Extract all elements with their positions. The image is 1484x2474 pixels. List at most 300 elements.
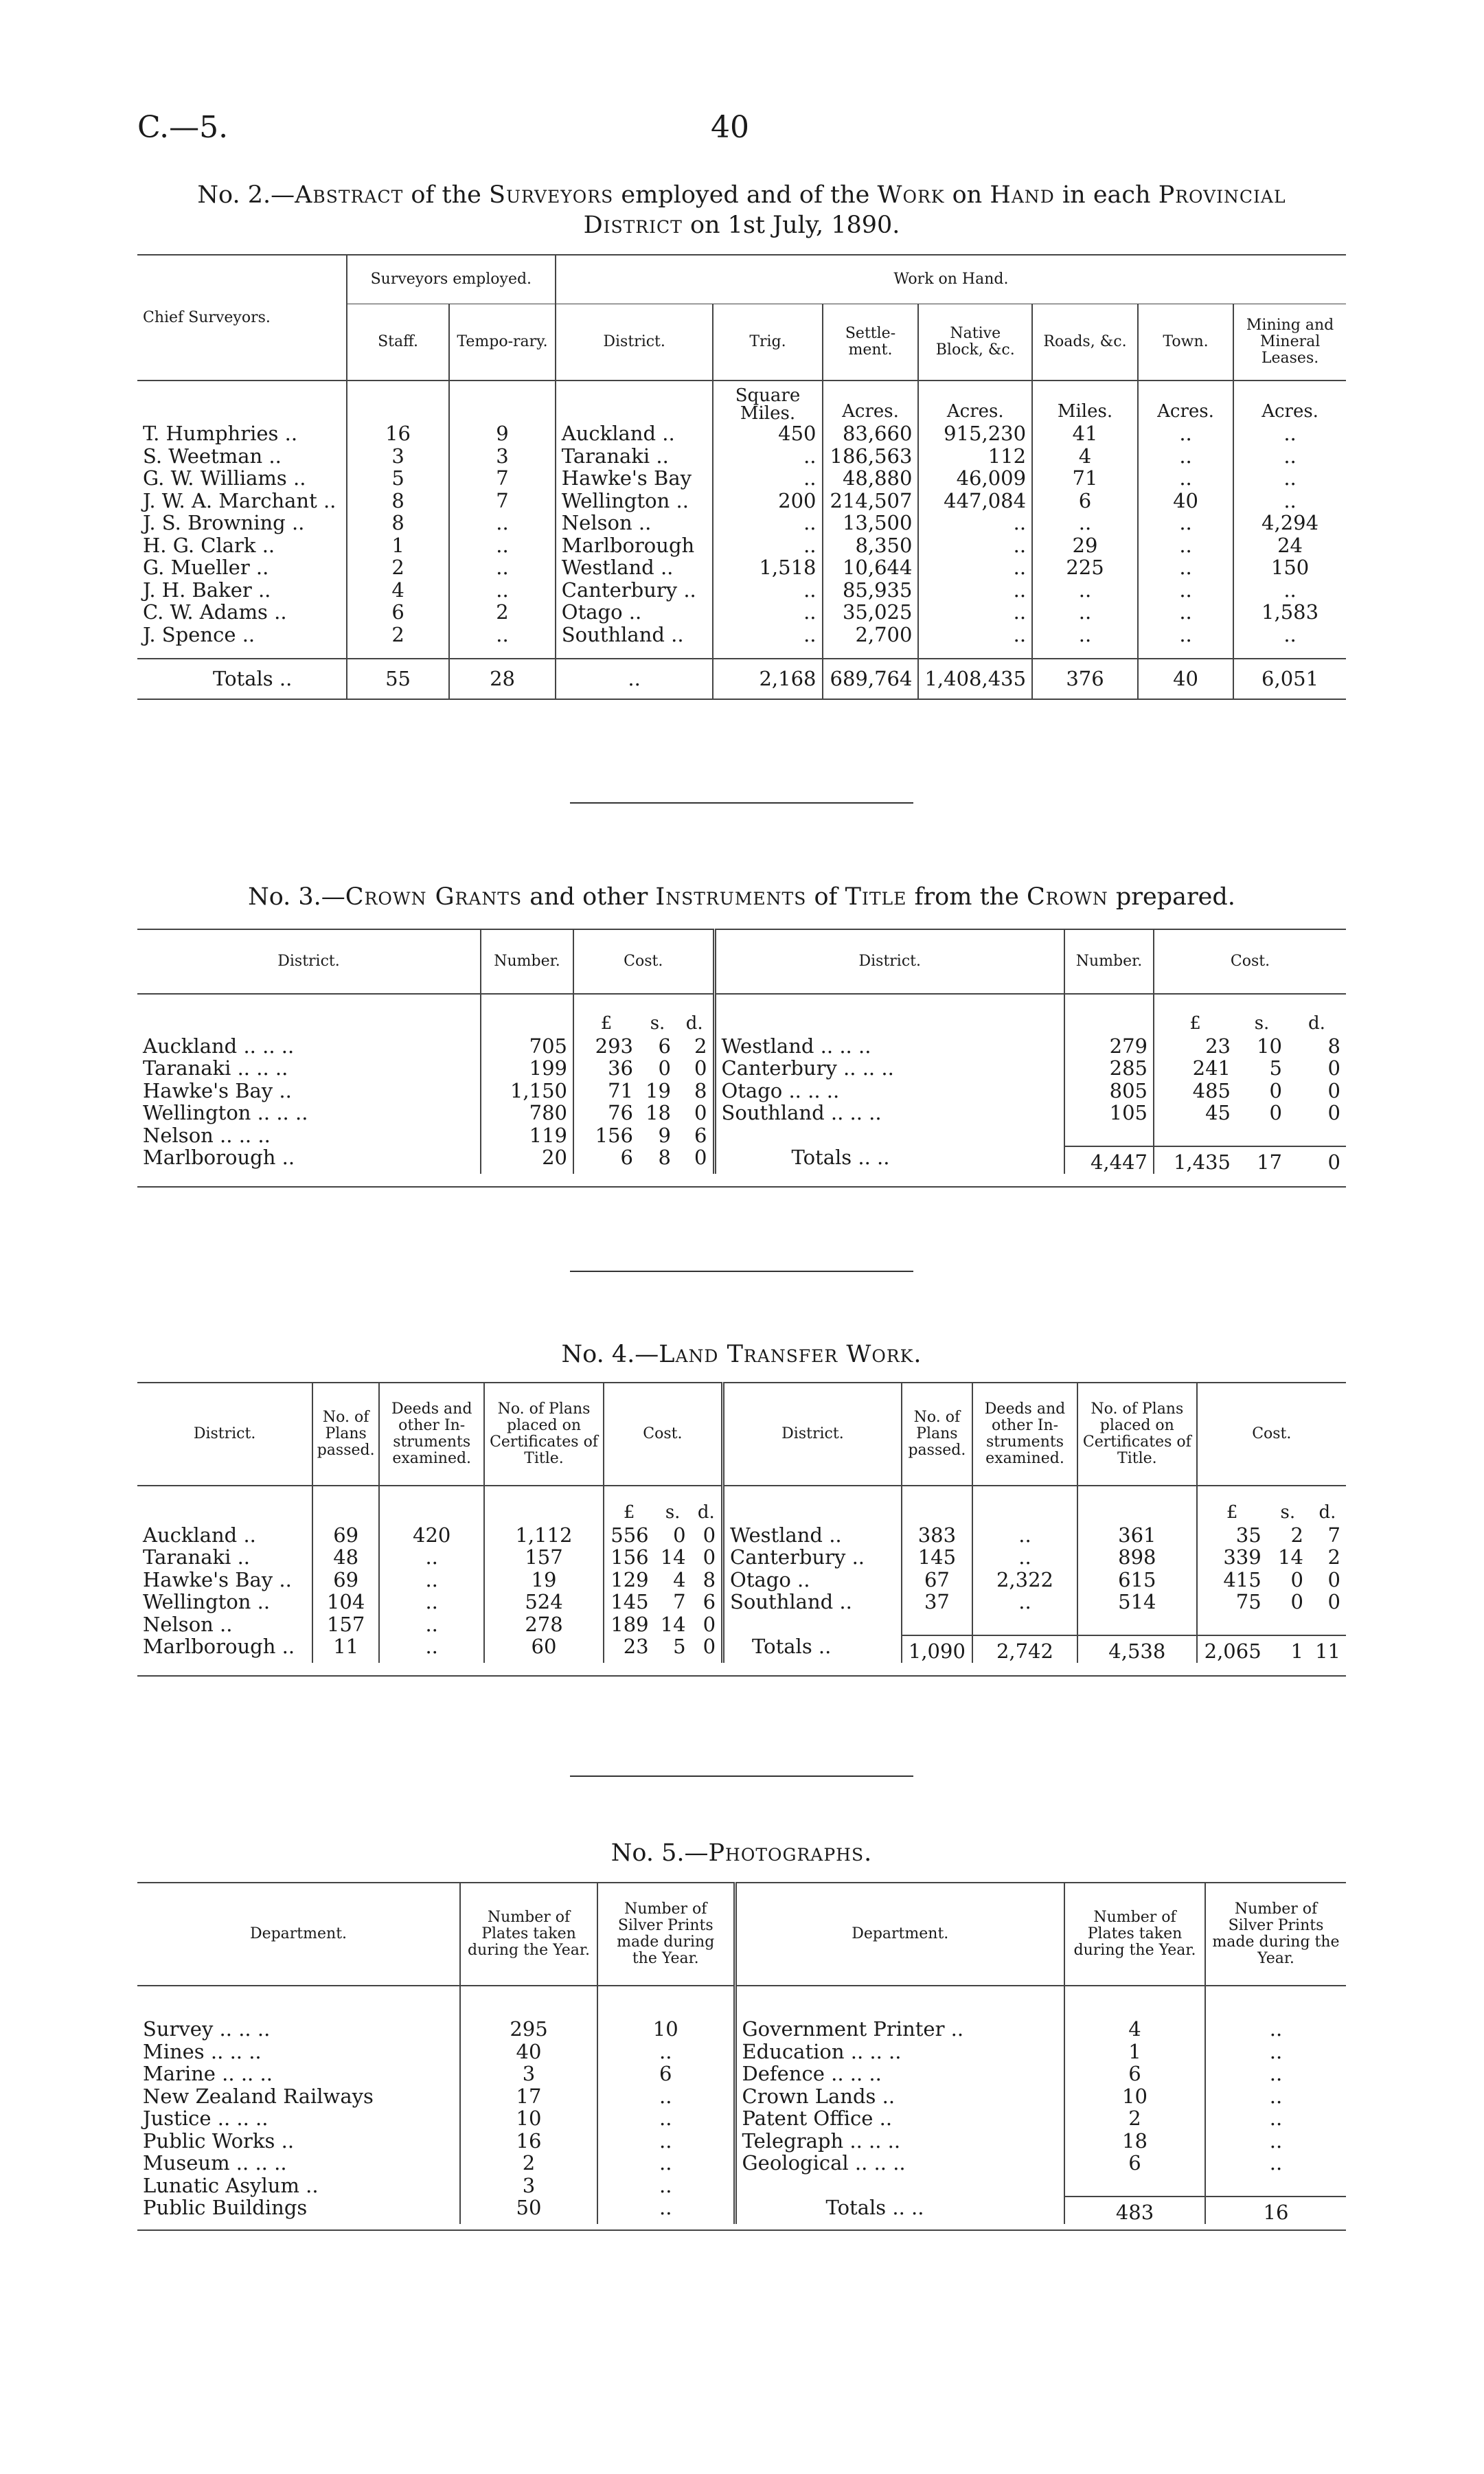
table-row xyxy=(137,534,1346,557)
plans-certificates-cell: 514 xyxy=(1077,1591,1197,1613)
cost-pence-cell: 8 xyxy=(1327,1034,1340,1058)
col-roads: Roads, &c. xyxy=(1032,304,1138,381)
district-cell: Marlborough .. xyxy=(143,1635,295,1658)
cost-pounds-cell: 23 xyxy=(604,1635,654,1663)
cost-pounds-cell: 339 xyxy=(1197,1546,1267,1569)
col-native-block: Native Block, &c. xyxy=(918,304,1032,381)
roads-cell: .. xyxy=(1032,601,1138,624)
cost-pence-cell: 0 xyxy=(703,1612,716,1636)
mining-cell: 150 xyxy=(1233,556,1346,579)
unit-town: Acres. xyxy=(1138,381,1233,422)
table-row xyxy=(137,2130,1346,2153)
silver-prints-cell: .. xyxy=(597,2130,735,2153)
surveyors-abstract-table xyxy=(137,254,1346,700)
temporary-cell: .. xyxy=(449,624,556,646)
chief-surveyor-cell: G. Mueller .. xyxy=(143,556,269,579)
district-cell: Hawke's Bay .. xyxy=(143,1567,292,1591)
department-cell: Public Buildings xyxy=(143,2196,308,2219)
silver-prints-cell: .. xyxy=(597,2085,735,2108)
deeds-examined-cell: .. xyxy=(379,1613,484,1636)
settlement-cell: 85,935 xyxy=(823,579,919,602)
cost-pence-cell: 7 xyxy=(1327,1523,1340,1547)
staff-cell: 2 xyxy=(347,556,449,579)
deeds-examined-cell: .. xyxy=(972,1524,1077,1547)
plans-certificates-cell: 278 xyxy=(484,1613,604,1636)
cost-shillings-cell: 0 xyxy=(658,1056,671,1080)
plans-passed-cell: 383 xyxy=(902,1524,972,1547)
plans-passed-cell: 37 xyxy=(902,1591,972,1613)
plans-certificates-cell: 361 xyxy=(1077,1524,1197,1547)
settlement-cell: 186,563 xyxy=(823,445,919,468)
table-row xyxy=(137,1569,1346,1591)
col-number: Number. xyxy=(1064,929,1154,994)
settlement-cell: 214,507 xyxy=(823,490,919,512)
col-plans-passed: No. of Plans passed. xyxy=(902,1383,972,1486)
col-district: District. xyxy=(193,1425,256,1442)
plates-taken-cell: 1 xyxy=(1064,2041,1205,2063)
number-cell: 1,150 xyxy=(481,1080,573,1102)
silver-prints-cell: .. xyxy=(597,2107,735,2130)
number-cell: 20 xyxy=(481,1146,573,1174)
cost-pounds-cell: 485 xyxy=(1154,1080,1236,1102)
cost-pounds-cell: 71 xyxy=(573,1080,639,1102)
plans-certificates-cell: 898 xyxy=(1077,1546,1197,1569)
department-cell: Government Printer .. xyxy=(735,2018,1064,2041)
district-cell: Wellington .. xyxy=(143,1590,271,1613)
deeds-examined-cell: .. xyxy=(972,1546,1077,1569)
sec4-rows xyxy=(137,1524,1346,1663)
table-row xyxy=(137,1591,1346,1613)
plans-passed-cell: 69 xyxy=(312,1569,379,1591)
cost-shillings-cell: 0 xyxy=(1290,1590,1303,1613)
unit-mining: Acres. xyxy=(1233,381,1346,422)
district-cell: Hawke's Bay .. xyxy=(143,1078,292,1102)
table-row xyxy=(137,2085,1346,2108)
cost-pence-cell: 2 xyxy=(694,1034,707,1058)
cost-pence-cell: 0 xyxy=(1327,1101,1340,1124)
cost-pounds-cell: 45 xyxy=(1154,1102,1236,1124)
plans-certificates-cell: 60 xyxy=(484,1635,604,1663)
town-cell: .. xyxy=(1138,422,1233,445)
totals-cost-shillings-cell: 17 xyxy=(1236,1146,1288,1174)
section-divider xyxy=(570,802,913,804)
department-cell: Mines .. .. .. xyxy=(143,2039,262,2063)
col-mining: Mining and Mineral Leases. xyxy=(1233,304,1346,381)
spacer-cell xyxy=(1138,646,1233,659)
department-cell: Patent Office .. xyxy=(735,2107,1064,2130)
department-cell: Geological .. .. .. xyxy=(735,2152,1064,2175)
town-cell: .. xyxy=(1138,624,1233,646)
plans-passed-cell: 157 xyxy=(312,1613,379,1636)
department-cell: Crown Lands .. xyxy=(735,2085,1064,2108)
cost-pounds-cell: 241 xyxy=(1154,1057,1236,1080)
town-cell: .. xyxy=(1138,467,1233,490)
deeds-examined-cell: 2,322 xyxy=(972,1569,1077,1591)
unit-roads: Miles. xyxy=(1032,381,1138,422)
unit-native: Acres. xyxy=(918,381,1032,422)
district-cell: Auckland .. .. .. xyxy=(143,1034,295,1058)
chief-surveyor-cell: C. W. Adams .. xyxy=(143,600,287,624)
district-cell: Nelson .. .. .. xyxy=(143,1123,271,1147)
cost-shillings-cell: 0 xyxy=(1290,1567,1303,1591)
spacer-cell xyxy=(1032,646,1138,659)
cost-pounds-cell: 145 xyxy=(604,1591,654,1613)
chief-surveyor-cell: J. Spence .. xyxy=(143,622,255,646)
trig-cell: .. xyxy=(713,534,822,557)
roads-cell: 71 xyxy=(1032,467,1138,490)
plans-passed-cell: 145 xyxy=(902,1546,972,1569)
district-cell: Southland .. xyxy=(723,1591,902,1613)
table-row xyxy=(137,646,1346,659)
cost-pence-cell: 0 xyxy=(703,1635,716,1658)
silver-prints-cell: .. xyxy=(597,2152,735,2175)
silver-prints-cell: .. xyxy=(1205,2152,1346,2175)
department-cell: Public Works .. xyxy=(143,2129,295,2153)
col-plates-taken: Number of Plates taken during the Year. xyxy=(460,1883,597,1986)
plans-certificates-cell: 524 xyxy=(484,1591,604,1613)
cost-pounds-cell: 23 xyxy=(1154,1035,1236,1058)
cost-pounds-cell: 415 xyxy=(1197,1569,1267,1591)
cost-pounds-cell: 129 xyxy=(604,1569,654,1591)
trig-cell: .. xyxy=(713,624,822,646)
temporary-cell: 9 xyxy=(449,422,556,445)
table-row xyxy=(137,2018,1346,2041)
plans-passed-cell: 69 xyxy=(312,1524,379,1547)
cost-shillings-cell: 0 xyxy=(1269,1101,1282,1124)
plates-taken-cell: 3 xyxy=(460,2175,597,2197)
silver-prints-cell: .. xyxy=(1205,2041,1346,2063)
settlement-cell: 8,350 xyxy=(823,534,919,557)
section-divider xyxy=(570,1271,913,1272)
col-town: Town. xyxy=(1138,304,1233,381)
plates-taken-cell: 16 xyxy=(460,2130,597,2153)
temporary-cell: .. xyxy=(449,512,556,534)
cost-shillings-cell: 6 xyxy=(658,1034,671,1058)
chief-surveyor-cell: J. W. A. Marchant .. xyxy=(143,488,336,512)
district-cell: Hawke's Bay xyxy=(556,467,714,490)
sec3-rows xyxy=(137,1035,1346,1174)
settlement-cell: 48,880 xyxy=(823,467,919,490)
table-row xyxy=(137,624,1346,646)
plans-passed-cell: 11 xyxy=(312,1635,379,1663)
mining-cell: 4,294 xyxy=(1233,512,1346,534)
totals-label-cell: Totals .. .. xyxy=(735,2197,1064,2224)
roads-cell: 225 xyxy=(1032,556,1138,579)
cost-shillings-cell: 19 xyxy=(646,1078,671,1102)
staff-cell: 8 xyxy=(347,512,449,534)
trig-cell: .. xyxy=(713,579,822,602)
table-row xyxy=(137,2041,1346,2063)
town-cell: .. xyxy=(1138,601,1233,624)
temporary-cell: .. xyxy=(449,579,556,602)
sec2-totals-row: Totals .. 55 28 .. 2,168 689,764 1,408,435 376 40 6,051 xyxy=(137,659,1346,699)
cost-pounds-cell: 6 xyxy=(573,1146,639,1174)
trig-cell: .. xyxy=(713,467,822,490)
table-row xyxy=(137,1035,1346,1058)
district-cell: Taranaki .. xyxy=(143,1545,251,1569)
department-cell: Education .. .. .. xyxy=(735,2041,1064,2063)
district-cell: Otago .. .. .. xyxy=(714,1080,1064,1102)
native-block-cell: .. xyxy=(918,556,1032,579)
col-district: District. xyxy=(714,929,1064,994)
cost-shillings-cell: 14 xyxy=(1278,1545,1303,1569)
native-block-cell: 447,084 xyxy=(918,490,1032,512)
col-cost: Cost. xyxy=(1197,1383,1346,1486)
section-divider xyxy=(570,1775,913,1777)
plans-certificates-cell: 615 xyxy=(1077,1569,1197,1591)
trig-cell: .. xyxy=(713,512,822,534)
cost-pence-cell: 0 xyxy=(694,1146,707,1169)
table-row xyxy=(137,1124,1346,1147)
sec4-title: No. 4.—Land Transfer Work. xyxy=(561,1341,922,1368)
trig-cell: .. xyxy=(713,445,822,468)
totals-cost-pounds-cell: 2,065 xyxy=(1197,1635,1267,1663)
department-cell: Museum .. .. .. xyxy=(143,2151,287,2175)
cost-pence-cell: 8 xyxy=(703,1567,716,1591)
plates-taken-cell: 50 xyxy=(460,2197,597,2224)
spacer-cell xyxy=(972,1613,1077,1636)
table-row xyxy=(137,1080,1346,1102)
sec2-rows xyxy=(137,422,1346,659)
table-row xyxy=(137,490,1346,512)
deeds-examined-cell: .. xyxy=(379,1591,484,1613)
cost-shillings-cell: 0 xyxy=(1269,1078,1282,1102)
sec5-rows xyxy=(137,2018,1346,2224)
units-row: £ s. d. £ s. d. xyxy=(137,994,1346,1035)
cost-pounds-cell: 293 xyxy=(573,1035,639,1058)
staff-cell: 3 xyxy=(347,445,449,468)
temporary-cell: 7 xyxy=(449,467,556,490)
town-cell: 40 xyxy=(1138,490,1233,512)
chief-surveyor-cell: H. G. Clark .. xyxy=(143,533,275,557)
mining-cell: 24 xyxy=(1233,534,1346,557)
totals-certificates-cell: 4,538 xyxy=(1077,1635,1197,1663)
mining-cell: .. xyxy=(1233,579,1346,602)
district-cell: Southland .. xyxy=(556,624,714,646)
temporary-cell: .. xyxy=(449,556,556,579)
trig-cell: 450 xyxy=(713,422,822,445)
district-cell: Canterbury .. .. .. xyxy=(714,1057,1064,1080)
plates-taken-cell: 295 xyxy=(460,2018,597,2041)
table-row xyxy=(137,1524,1346,1547)
department-cell: Telegraph .. .. .. xyxy=(735,2130,1064,2153)
table-row xyxy=(137,512,1346,534)
silver-prints-cell: .. xyxy=(1205,2085,1346,2108)
cost-shillings-cell: 2 xyxy=(1290,1523,1303,1547)
col-settlement: Settle-ment. xyxy=(823,304,919,381)
col-plates-taken: Number of Plates taken during the Year. xyxy=(1064,1883,1205,1986)
trig-cell: .. xyxy=(713,601,822,624)
cost-pounds-cell: 156 xyxy=(604,1546,654,1569)
silver-prints-cell: 10 xyxy=(597,2018,735,2041)
department-cell: Marine .. .. .. xyxy=(143,2062,273,2085)
number-cell: 780 xyxy=(481,1102,573,1124)
cost-pence-cell: 0 xyxy=(703,1545,716,1569)
col-district: District. xyxy=(277,953,340,970)
table-row xyxy=(137,1635,1346,1663)
table-row xyxy=(137,1546,1346,1569)
deeds-examined-cell: .. xyxy=(972,1591,1077,1613)
col-trig: Trig. xyxy=(713,304,822,381)
crown-grants-table xyxy=(137,929,1346,1188)
plates-taken-cell: 2 xyxy=(460,2152,597,2175)
deeds-examined-cell: 420 xyxy=(379,1524,484,1547)
table-row xyxy=(137,2175,1346,2197)
cost-pence-cell: 0 xyxy=(1327,1078,1340,1102)
col-work-on-hand: Work on Hand. xyxy=(556,255,1346,304)
trig-cell: 1,518 xyxy=(713,556,822,579)
spacer-cell xyxy=(1064,2175,1205,2197)
deeds-examined-cell: .. xyxy=(379,1569,484,1591)
settlement-cell: 83,660 xyxy=(823,422,919,445)
photographs-table xyxy=(137,1882,1346,2231)
native-block-cell: 46,009 xyxy=(918,467,1032,490)
plates-taken-cell: 18 xyxy=(1064,2130,1205,2153)
units-row xyxy=(137,381,1346,422)
mining-cell: 1,583 xyxy=(1233,601,1346,624)
cost-pounds-cell: 36 xyxy=(573,1057,639,1080)
silver-prints-cell: .. xyxy=(597,2197,735,2224)
roads-cell: .. xyxy=(1032,579,1138,602)
totals-number-cell: 4,447 xyxy=(1064,1146,1154,1174)
cost-shillings-cell: 5 xyxy=(1269,1056,1282,1080)
spacer-cell xyxy=(1236,1124,1288,1147)
col-number: Number. xyxy=(481,929,573,994)
cost-shillings-cell: 9 xyxy=(658,1123,671,1147)
spacer-cell xyxy=(713,646,822,659)
col-cost: Cost. xyxy=(573,929,714,994)
mining-cell: .. xyxy=(1233,624,1346,646)
number-cell: 119 xyxy=(481,1124,573,1147)
totals-plans-cell: 1,090 xyxy=(902,1635,972,1663)
staff-cell: 5 xyxy=(347,467,449,490)
spacer-cell xyxy=(449,646,556,659)
totals-prints-cell: 16 xyxy=(1205,2197,1346,2224)
units-row: £ s. d. £ s. d. xyxy=(137,1486,1346,1524)
col-department: Department. xyxy=(735,1883,1064,1986)
district-cell: Taranaki .. .. .. xyxy=(143,1056,288,1080)
cost-pence-cell: 0 xyxy=(1327,1567,1340,1591)
district-cell: Marlborough .. xyxy=(143,1146,295,1169)
col-cost: Cost. xyxy=(604,1383,723,1486)
cost-shillings-cell: 14 xyxy=(660,1612,686,1636)
totals-cost-pence-cell: 0 xyxy=(1288,1146,1346,1174)
plates-taken-cell: 10 xyxy=(1064,2085,1205,2108)
chief-surveyor-cell: J. H. Baker .. xyxy=(143,578,271,602)
town-cell: .. xyxy=(1138,445,1233,468)
silver-prints-cell: .. xyxy=(1205,2018,1346,2041)
cost-shillings-cell: 7 xyxy=(673,1590,686,1613)
district-cell: Westland .. xyxy=(723,1524,902,1547)
table-row xyxy=(137,601,1346,624)
spacer-cell xyxy=(1064,1124,1154,1147)
silver-prints-cell: 6 xyxy=(597,2063,735,2085)
cost-pence-cell: 6 xyxy=(703,1590,716,1613)
col-surveyors-employed: Surveyors employed. xyxy=(347,255,556,304)
spacer-cell xyxy=(723,1613,902,1636)
temporary-cell: 2 xyxy=(449,601,556,624)
chief-surveyor-cell: J. S. Browning .. xyxy=(143,511,305,534)
spacer-cell xyxy=(1267,1613,1309,1636)
native-block-cell: 112 xyxy=(918,445,1032,468)
cost-shillings-cell: 10 xyxy=(1257,1034,1282,1058)
cost-pounds-cell: 76 xyxy=(573,1102,639,1124)
spacer-cell xyxy=(823,646,919,659)
plans-certificates-cell: 1,112 xyxy=(484,1524,604,1547)
department-cell: Survey .. .. .. xyxy=(143,2017,271,2041)
cost-pence-cell: 0 xyxy=(694,1101,707,1124)
table-row xyxy=(137,556,1346,579)
district-cell: Canterbury .. xyxy=(556,579,714,602)
spacer-cell xyxy=(347,646,449,659)
district-cell: Wellington .. xyxy=(556,490,714,512)
page-number: 40 xyxy=(711,110,749,145)
native-block-cell: .. xyxy=(918,624,1032,646)
number-cell: 105 xyxy=(1064,1102,1154,1124)
plates-taken-cell: 40 xyxy=(460,2041,597,2063)
unit-trig: Square Miles. xyxy=(713,381,822,422)
temporary-cell: 7 xyxy=(449,490,556,512)
district-cell: Auckland .. xyxy=(143,1523,256,1547)
town-cell: .. xyxy=(1138,579,1233,602)
silver-prints-cell: .. xyxy=(597,2041,735,2063)
cost-pence-cell: 0 xyxy=(1327,1590,1340,1613)
cost-shillings-cell: 8 xyxy=(658,1146,671,1169)
land-transfer-table xyxy=(137,1382,1346,1677)
cost-pence-cell: 0 xyxy=(694,1056,707,1080)
spacer-cell xyxy=(1197,1613,1267,1636)
native-block-cell: .. xyxy=(918,534,1032,557)
table-row xyxy=(137,2107,1346,2130)
cost-pounds-cell: 556 xyxy=(604,1524,654,1547)
chief-surveyor-cell: G. W. Williams .. xyxy=(143,466,306,490)
table-row xyxy=(137,1613,1346,1636)
native-block-cell: .. xyxy=(918,601,1032,624)
col-plans-passed: No. of Plans passed. xyxy=(312,1383,379,1486)
plates-taken-cell: 3 xyxy=(460,2063,597,2085)
district-cell: Auckland .. xyxy=(556,422,714,445)
totals-deeds-cell: 2,742 xyxy=(972,1635,1077,1663)
staff-cell: 6 xyxy=(347,601,449,624)
number-cell: 199 xyxy=(481,1057,573,1080)
col-district: District. xyxy=(556,304,714,381)
department-cell: Lunatic Asylum .. xyxy=(143,2173,319,2197)
roads-cell: 29 xyxy=(1032,534,1138,557)
department-cell: New Zealand Railways xyxy=(143,2084,374,2108)
col-district: District. xyxy=(723,1383,902,1486)
spacer-cell xyxy=(1309,1613,1346,1636)
col-deeds-examined: Deeds and other In-struments examined. xyxy=(379,1383,484,1486)
totals-cost-pounds-cell: 1,435 xyxy=(1154,1146,1236,1174)
col-plans-certificates: No. of Plans placed on Certificates of Title. xyxy=(484,1383,604,1486)
cost-pence-cell: 0 xyxy=(703,1523,716,1547)
native-block-cell: 915,230 xyxy=(918,422,1032,445)
table-row xyxy=(137,2063,1346,2085)
spacer-cell xyxy=(137,646,347,659)
town-cell: .. xyxy=(1138,534,1233,557)
district-cell: Marlborough xyxy=(556,534,714,557)
plans-certificates-cell: 19 xyxy=(484,1569,604,1591)
number-cell: 285 xyxy=(1064,1057,1154,1080)
table-row xyxy=(137,1146,1346,1174)
mining-cell: .. xyxy=(1233,490,1346,512)
cost-pence-cell: 2 xyxy=(1327,1545,1340,1569)
deeds-examined-cell: .. xyxy=(379,1546,484,1569)
cost-shillings-cell: 14 xyxy=(660,1545,686,1569)
roads-cell: .. xyxy=(1032,624,1138,646)
spacer-cell xyxy=(902,1613,972,1636)
mining-cell: .. xyxy=(1233,445,1346,468)
